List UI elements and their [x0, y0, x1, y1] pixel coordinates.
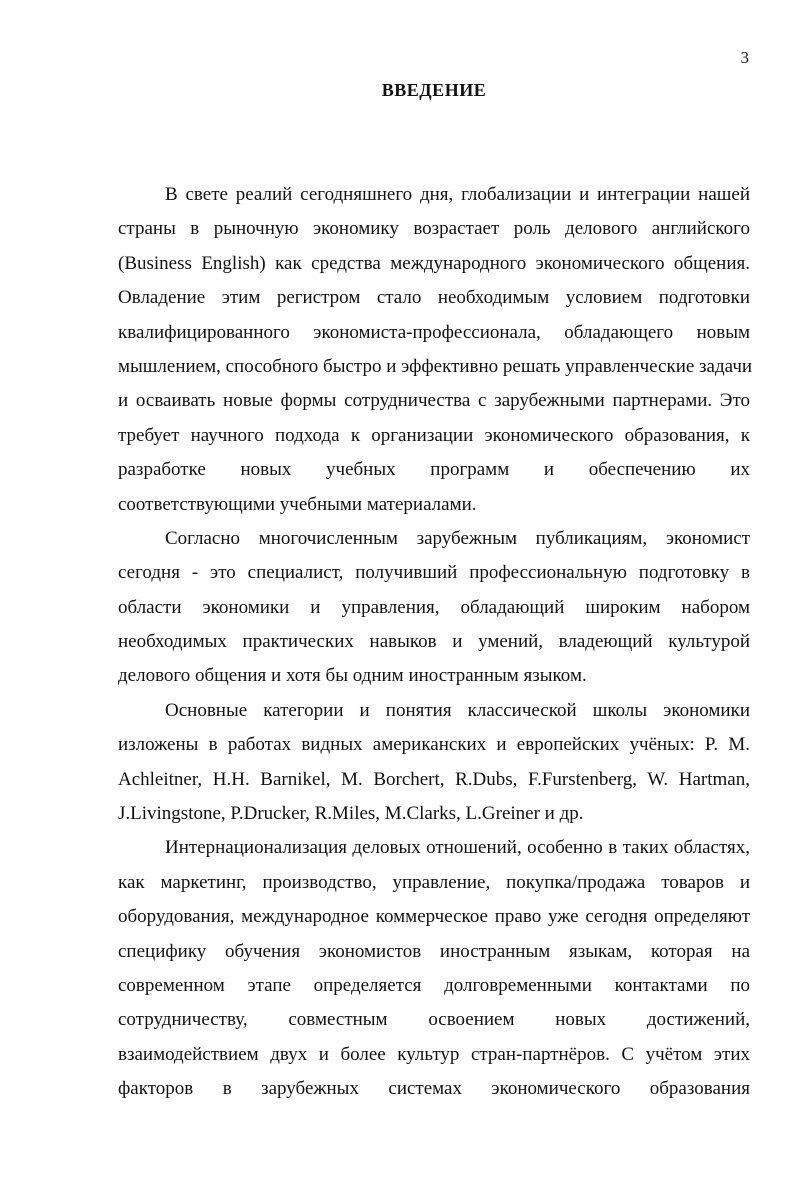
text-line: взаимодействием двух и более культур стран-партнёров. С учётом этих [118, 1043, 750, 1065]
text-line: Основные категории и понятия классической школы экономики [165, 699, 750, 721]
text-line: (Business English) как средства международного экономического общения. [118, 252, 750, 274]
text-line: делового общения и хотя бы одним иностранным языком. [118, 665, 587, 687]
text-line: оборудования, международное коммерческое право уже сегодня определяют [118, 906, 750, 928]
text-line: В свете реалий сегодняшнего дня, глобализации и интеграции нашей [165, 184, 750, 205]
text-line: Интернационализация деловых отношений, особенно в таких областях, [165, 837, 750, 859]
page-number: 3 [740, 48, 749, 67]
text-line: современном этапе определяется долговременными контактами по [118, 974, 750, 996]
document-body [118, 178, 753, 1107]
text-line: изложены в работах видных американских и европейских учёных: P. M. [118, 734, 750, 756]
text-line: квалифицированного экономиста-профессионала, обладающего новым [118, 321, 750, 343]
text-line: как маркетинг, производство, управление, покупка/продажа товаров и [118, 871, 750, 893]
text-line: соответствующими учебными материалами. [118, 493, 477, 515]
text-line: сегодня - это специалист, получивший профессиональную подготовку в [118, 562, 750, 584]
text-line: разработке новых учебных программ и обеспечению их [118, 459, 750, 481]
text-line: и осваивать новые формы сотрудничества с зарубежными партнерами. Это [118, 390, 750, 412]
text-line: Овладение этим регистром стало необходимым условием подготовки [118, 287, 750, 309]
text-line: Achleitner, H.H. Barnikel, M. Borchert, R.Dubs, F.Furstenberg, W. Hartman, [118, 768, 750, 790]
text-line: страны в рыночную экономику возрастает роль делового английского [118, 218, 750, 240]
text-line: области экономики и управления, обладающий широким набором [118, 596, 750, 618]
text-line: факторов в зарубежных системах экономического образования [118, 1078, 750, 1100]
text-line: необходимых практических навыков и умений, владеющий культурой [118, 631, 750, 653]
text-line: мышлением, способного быстро и эффективно решать управленческие задачи [118, 355, 753, 377]
text-line: требует научного подхода к организации экономического образования, к [118, 424, 750, 446]
text-line: специфику обучения экономистов иностранным языкам, которая на [118, 940, 750, 962]
text-line: J.Livingstone, P.Drucker, R.Miles, M.Clarks, L.Greiner и др. [118, 803, 584, 825]
text-line: сотрудничеству, совместным освоением новых достижений, [118, 1009, 750, 1031]
text-line: Согласно многочисленным зарубежным публикациям, экономист [165, 527, 750, 549]
page-title: ВВЕДЕНИЕ [381, 80, 487, 100]
